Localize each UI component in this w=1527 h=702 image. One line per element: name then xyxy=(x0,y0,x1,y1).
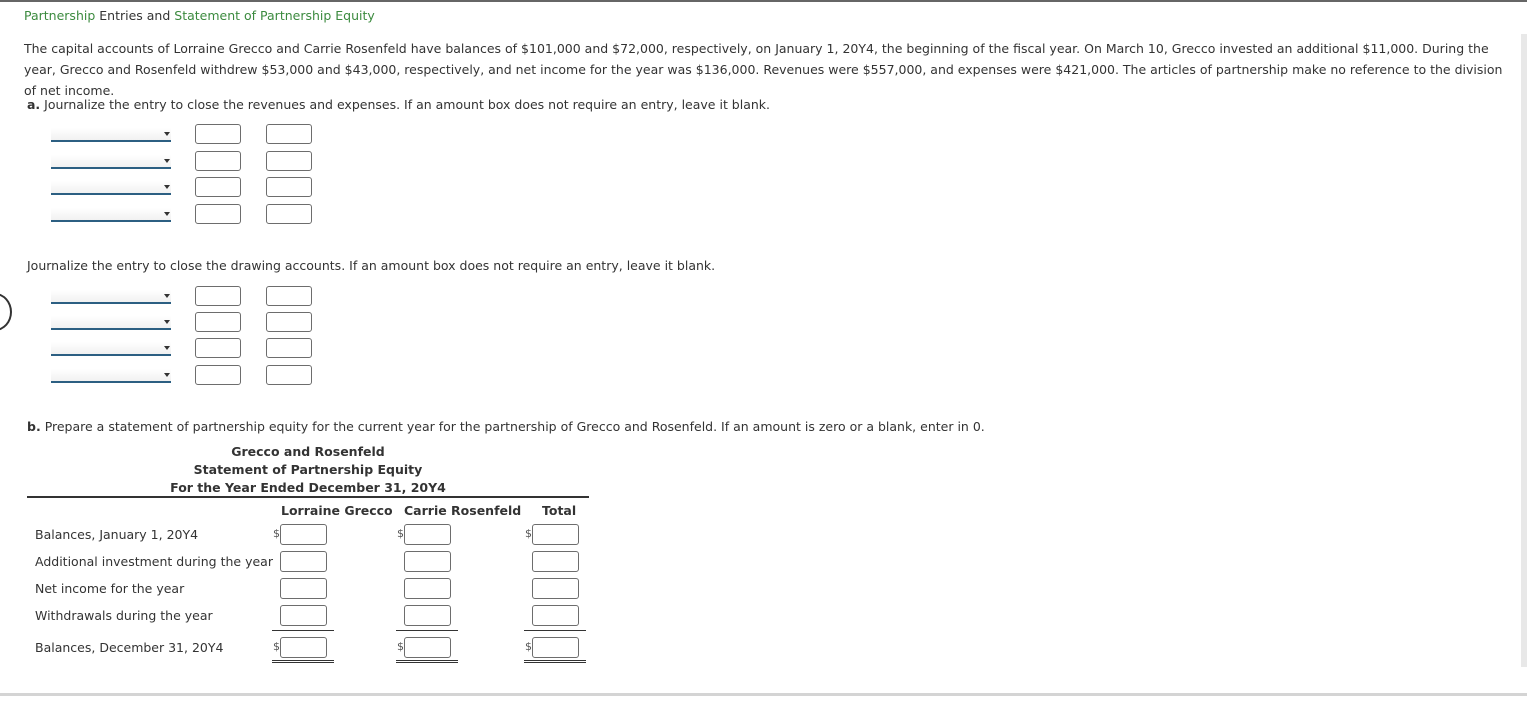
closing-rev-exp-account-select-4[interactable] xyxy=(51,208,171,222)
subtotal-rule xyxy=(524,630,586,631)
statement-total-input-1[interactable] xyxy=(532,524,579,545)
closing-drawing-credit-input-4[interactable] xyxy=(266,365,312,385)
statement-grecco-input-4[interactable] xyxy=(280,605,327,626)
statement-grecco-input-1[interactable] xyxy=(280,524,327,545)
closing-drawing-debit-input-2[interactable] xyxy=(195,312,241,332)
closing-drawing-credit-input-1[interactable] xyxy=(266,286,312,306)
closing-drawing-account-select-4[interactable] xyxy=(51,369,171,383)
caret-down-icon xyxy=(164,159,170,163)
caret-down-icon xyxy=(164,320,170,324)
closing-rev-exp-account-select-1[interactable] xyxy=(51,128,171,142)
part-a2-prompt: Journalize the entry to close the drawing accounts. If an amount box does not require an entry, leave it blank. xyxy=(27,258,716,273)
closing-drawing-debit-input-3[interactable] xyxy=(195,338,241,358)
closing-drawing-account-select-2[interactable] xyxy=(51,316,171,330)
statement-rosenfeld-input-3[interactable] xyxy=(404,578,451,599)
statement-total-input-5[interactable] xyxy=(532,637,579,658)
statement-period: For the Year Ended December 31, 20Y4 xyxy=(170,480,446,495)
statement-rosenfeld-input-1[interactable] xyxy=(404,524,451,545)
page-title xyxy=(24,8,375,23)
statement-row-label: Additional investment during the year xyxy=(35,554,273,569)
part-a-text: Journalize the entry to close the revenues and expenses. If an amount box does not require an entry, leave it blank. xyxy=(44,97,771,112)
vertical-scrollbar[interactable] xyxy=(1521,34,1527,667)
caret-down-icon xyxy=(164,373,170,377)
part-b-text: Prepare a statement of partnership equity for the current year for the partnership of Grecco and Rosenfeld. If an amount is zero or a blank, enter in 0. xyxy=(44,419,985,434)
column-header-lorraine-grecco: Lorraine Grecco xyxy=(281,503,393,518)
closing-drawing-account-select-1[interactable] xyxy=(51,290,171,304)
closing-drawing-credit-input-3[interactable] xyxy=(266,338,312,358)
currency-symbol: $ xyxy=(273,640,280,653)
caret-down-icon xyxy=(164,346,170,350)
statement-rosenfeld-input-4[interactable] xyxy=(404,605,451,626)
part-a-letter: a. xyxy=(27,97,41,112)
closing-rev-exp-credit-input-1[interactable] xyxy=(266,124,312,144)
closing-rev-exp-credit-input-3[interactable] xyxy=(266,177,312,197)
title-partnership: Partnership xyxy=(24,8,96,23)
statement-row-label: Balances, December 31, 20Y4 xyxy=(35,640,224,655)
part-a-prompt xyxy=(27,97,770,112)
statement-row-label: Net income for the year xyxy=(35,581,185,596)
closing-drawing-credit-input-2[interactable] xyxy=(266,312,312,332)
closing-rev-exp-debit-input-3[interactable] xyxy=(195,177,241,197)
column-header-total: Total xyxy=(542,503,577,518)
circle-marker-icon xyxy=(0,293,12,331)
statement-grecco-input-5[interactable] xyxy=(280,637,327,658)
closing-drawing-debit-input-1[interactable] xyxy=(195,286,241,306)
currency-symbol: $ xyxy=(273,527,280,540)
statement-row-label: Withdrawals during the year xyxy=(35,608,213,623)
title-entries: Entries and xyxy=(95,8,175,23)
statement-grecco-input-3[interactable] xyxy=(280,578,327,599)
statement-title: Statement of Partnership Equity xyxy=(193,462,423,477)
statement-total-input-2[interactable] xyxy=(532,551,579,572)
closing-rev-exp-debit-input-1[interactable] xyxy=(195,124,241,144)
closing-drawing-account-select-3[interactable] xyxy=(51,342,171,356)
statement-rosenfeld-input-5[interactable] xyxy=(404,637,451,658)
double-underline xyxy=(396,660,458,663)
statement-company: Grecco and Rosenfeld xyxy=(231,444,385,459)
double-underline xyxy=(272,660,334,663)
closing-drawing-debit-input-4[interactable] xyxy=(195,365,241,385)
caret-down-icon xyxy=(164,185,170,189)
subtotal-rule xyxy=(396,630,458,631)
double-underline xyxy=(524,660,586,663)
closing-rev-exp-debit-input-4[interactable] xyxy=(195,204,241,224)
subtotal-rule xyxy=(272,630,334,631)
currency-symbol: $ xyxy=(397,527,404,540)
problem-description: The capital accounts of Lorraine Grecco and Carrie Rosenfeld have balances of $101,000 and $72,000, respectively, on January 1, 20Y4, the beginning of the fiscal year. On March 10, Grecco invested an additional $11,000. During the year, Grecco and Rosenfeld withdrew $53,000 and $43,000, respectively, and net income for the year was $136,000. Revenues were $557,000, and expenses were $421,000. The articles of partnership make no reference to the division of net income. xyxy=(24,41,1503,98)
part-b-prompt xyxy=(27,419,985,434)
currency-symbol: $ xyxy=(525,527,532,540)
currency-symbol: $ xyxy=(397,640,404,653)
statement-grecco-input-2[interactable] xyxy=(280,551,327,572)
top-border xyxy=(0,0,1527,2)
statement-row-label: Balances, January 1, 20Y4 xyxy=(35,527,199,542)
statement-header-rule xyxy=(27,496,589,498)
currency-symbol: $ xyxy=(525,640,532,653)
closing-rev-exp-account-select-2[interactable] xyxy=(51,155,171,169)
caret-down-icon xyxy=(164,294,170,298)
statement-rosenfeld-input-2[interactable] xyxy=(404,551,451,572)
closing-rev-exp-credit-input-2[interactable] xyxy=(266,151,312,171)
statement-total-input-3[interactable] xyxy=(532,578,579,599)
column-header-carrie-rosenfeld: Carrie Rosenfeld xyxy=(404,503,522,518)
title-statement: Statement of Partnership Equity xyxy=(174,8,375,23)
closing-rev-exp-account-select-3[interactable] xyxy=(51,181,171,195)
caret-down-icon xyxy=(164,212,170,216)
statement-total-input-4[interactable] xyxy=(532,605,579,626)
bottom-border xyxy=(0,693,1527,696)
part-b-letter: b. xyxy=(27,419,41,434)
closing-rev-exp-credit-input-4[interactable] xyxy=(266,204,312,224)
caret-down-icon xyxy=(164,132,170,136)
closing-rev-exp-debit-input-2[interactable] xyxy=(195,151,241,171)
